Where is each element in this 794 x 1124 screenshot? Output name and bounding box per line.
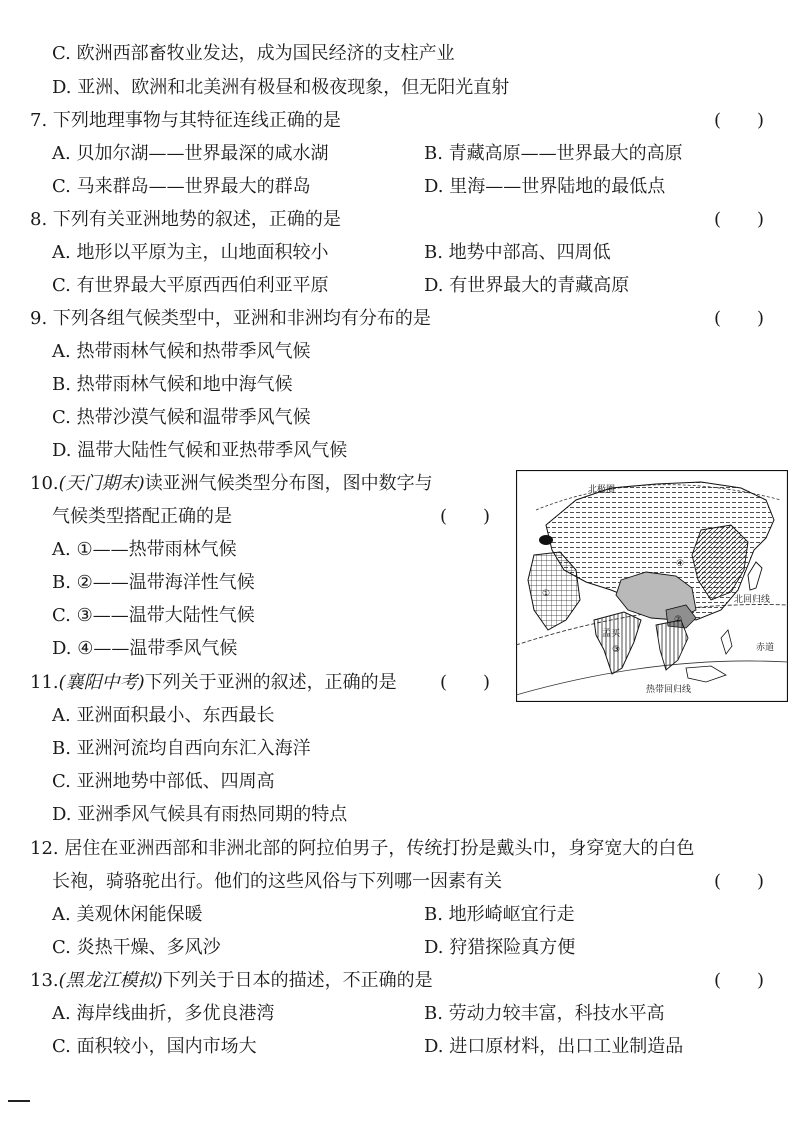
q10-option-d: D. ④——温带季风气候: [52, 638, 238, 659]
asia-climate-map: [516, 470, 788, 702]
q12-option-c: C. 炎热干燥、多风沙: [52, 937, 221, 958]
map-marker-1: ①: [542, 589, 551, 599]
q13-source: (黑龙江模拟): [58, 970, 163, 991]
q13-option-d: D. 进口原材料，出口工业制造品: [424, 1036, 684, 1057]
q10-answer-paren: ( ): [440, 506, 491, 527]
q8-option-a: A. 地形以平原为主，山地面积较小: [52, 242, 329, 263]
q13-option-b: B. 劳动力较丰富，科技水平高: [424, 1003, 665, 1024]
q9-option-a: A. 热带雨林气候和热带季风气候: [52, 341, 311, 362]
q9-stem: 9. 下列各组气候类型中，亚洲和非洲均有分布的是: [30, 308, 431, 329]
q13-stem: [30, 969, 433, 993]
q11-option-b: B. 亚洲河流均自西向东汇入海洋: [52, 738, 311, 759]
black-sea: [539, 535, 553, 545]
q8-option-b: B. 地势中部高、四周低: [424, 242, 611, 263]
q11-answer-paren: ( ): [440, 672, 491, 693]
q12-option-a: A. 美观休闲能保暖: [52, 904, 203, 925]
map-marker-2: ②: [674, 615, 683, 625]
q10-source: (天门期末): [58, 473, 145, 494]
q10-option-b: B. ②——温带海洋性气候: [52, 572, 255, 593]
q10-number: 10.: [30, 473, 59, 494]
q11-option-a: A. 亚洲面积最小、东西最长: [52, 705, 275, 726]
q12-answer-paren: ( ): [714, 871, 765, 892]
q13-stem-text: 下列关于日本的描述，不正确的是: [162, 970, 433, 991]
q13-option-c: C. 面积较小，国内市场大: [52, 1036, 257, 1057]
q7-answer-paren: ( ): [714, 110, 765, 131]
page-bottom-rule: [8, 1100, 30, 1102]
q10-option-c: C. ③——温带大陆性气候: [52, 605, 255, 626]
q13-option-a: A. 海岸线曲折，多优良港湾: [52, 1003, 275, 1024]
map-label-tropic-cancer: 北回归线: [734, 595, 771, 605]
q10-stem-text: 读亚洲气候类型分布图，图中数字与: [144, 473, 433, 494]
q7-option-a: A. 贝加尔湖——世界最深的咸水湖: [52, 143, 329, 164]
q12-option-d: D. 狩猎探险真方便: [424, 937, 576, 958]
q6-option-d: D. 亚洲、欧洲和北美洲有极昼和极夜现象，但无阳光直射: [52, 77, 510, 98]
q13-number: 13.: [30, 970, 59, 991]
q8-option-c: C. 有世界最大平原西西伯利亚平原: [52, 275, 329, 296]
map-label-tropic-bottom: 热带回归线: [646, 685, 692, 695]
q8-stem: 8. 下列有关亚洲地势的叙述，正确的是: [30, 209, 341, 230]
map-marker-3: ③: [612, 645, 621, 655]
q11-number: 11.: [30, 672, 59, 693]
q11-option-d: D. 亚洲季风气候具有雨热同期的特点: [52, 804, 348, 825]
q11-source: (襄阳中考): [58, 672, 145, 693]
asia-climate-map-svg: [516, 470, 788, 702]
q13-answer-paren: ( ): [714, 970, 765, 991]
q7-option-c: C. 马来群岛——世界最大的群岛: [52, 176, 311, 197]
map-label-equator: 赤道: [756, 643, 775, 653]
q9-option-b: B. 热带雨林气候和地中海气候: [52, 374, 293, 395]
q12-stem-line1: 12. 居住在亚洲西部和非洲北部的阿拉伯男子，传统打扮是戴头巾，身穿宽大的白色: [30, 838, 695, 859]
q9-answer-paren: ( ): [714, 308, 765, 329]
map-label-mumbai: 孟买: [602, 629, 621, 639]
map-marker-4: ④: [676, 559, 685, 569]
q10-option-a: A. ①——热带雨林气候: [52, 539, 237, 560]
q11-stem: [30, 671, 397, 695]
q8-option-d: D. 有世界最大的青藏高原: [424, 275, 630, 296]
q12-stem-line2: 长袍，骑骆驼出行。他们的这些风俗与下列哪一因素有关: [52, 871, 502, 892]
q11-stem-text: 下列关于亚洲的叙述，正确的是: [144, 672, 397, 693]
q11-option-c: C. 亚洲地势中部低、四周高: [52, 771, 275, 792]
q7-stem: 7. 下列地理事物与其特征连线正确的是: [30, 110, 341, 131]
q7-option-b: B. 青藏高原——世界最大的高原: [424, 143, 683, 164]
q12-option-b: B. 地形崎岖宜行走: [424, 904, 575, 925]
map-label-arctic-circle: 北极圈: [588, 485, 616, 495]
q8-answer-paren: ( ): [714, 209, 765, 230]
q9-option-d: D. 温带大陆性气候和亚热带季风气候: [52, 440, 348, 461]
q10-stem-line1: [30, 472, 433, 496]
q6-option-c: C. 欧洲西部畜牧业发达，成为国民经济的支柱产业: [52, 43, 455, 64]
q7-option-d: D. 里海——世界陆地的最低点: [424, 176, 666, 197]
q10-stem-line2: 气候类型搭配正确的是: [52, 506, 232, 527]
q9-option-c: C. 热带沙漠气候和温带季风气候: [52, 407, 311, 428]
